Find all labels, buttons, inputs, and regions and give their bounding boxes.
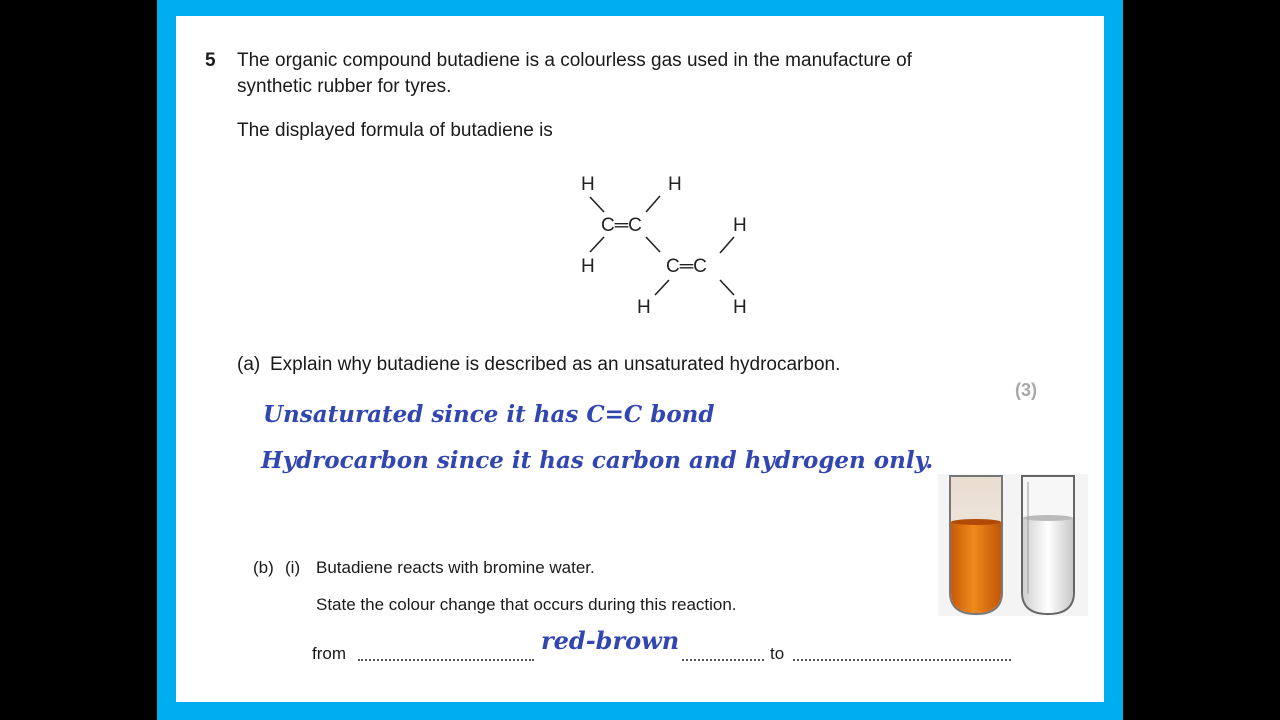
question-intro-line2: synthetic rubber for tyres. [237,76,452,97]
bond-h-c1-bottom [590,237,604,252]
part-b-prompt2: State the colour change that occurs during this reaction. [316,595,737,614]
from-answer-line-end [682,659,764,661]
from-label: from [312,644,346,663]
part-a-label: (a) [237,354,261,375]
part-b-label: (b) [253,558,274,577]
bond-h-c3-bottom [655,280,669,295]
part-a-answer-line2: Hydrocarbon since it has carbon and hydrogen only. [261,447,934,474]
atom-h-top-mid: H [668,174,682,195]
part-a-marks: (3) [1015,380,1037,400]
question-number: 5 [205,50,216,71]
to-label: to [770,644,785,663]
atom-h-bottom-right: H [733,297,747,318]
bond-h-c1-top [590,197,604,212]
to-answer-line [793,659,1011,661]
atom-c3-c4: C═C [666,256,707,277]
bromine-test-tubes-image [938,474,1088,616]
formula-intro: The displayed formula of butadiene is [237,120,553,141]
part-a-answer-line1: Unsaturated since it has C=C bond [263,401,715,428]
from-answer-line [358,659,534,661]
bond-h-c4-top [720,237,734,253]
butadiene-displayed-formula [556,166,776,326]
worksheet-page [176,16,1104,702]
part-b-i-label: (i) [285,558,301,577]
question-intro-line1: The organic compound butadiene is a colourless gas used in the manufacture of [237,50,912,71]
part-a-prompt: Explain why butadiene is described as an unsaturated hydrocarbon. [270,354,841,375]
atom-h-top-left: H [581,174,595,195]
atom-h-bottom-left: H [581,256,595,277]
colourless-test-tube [1022,476,1074,614]
atom-h-bottom-mid: H [637,297,651,318]
orange-test-tube [950,476,1002,614]
bond-h-c2-top [646,196,660,212]
part-b-prompt1: Butadiene reacts with bromine water. [316,558,595,577]
bond-h-c4-bottom [720,280,734,295]
atom-c1-c2: C═C [601,215,642,236]
from-answer: red-brown [541,626,680,655]
bond-c2-c3 [646,237,660,252]
atom-h-right-upper: H [733,215,747,236]
